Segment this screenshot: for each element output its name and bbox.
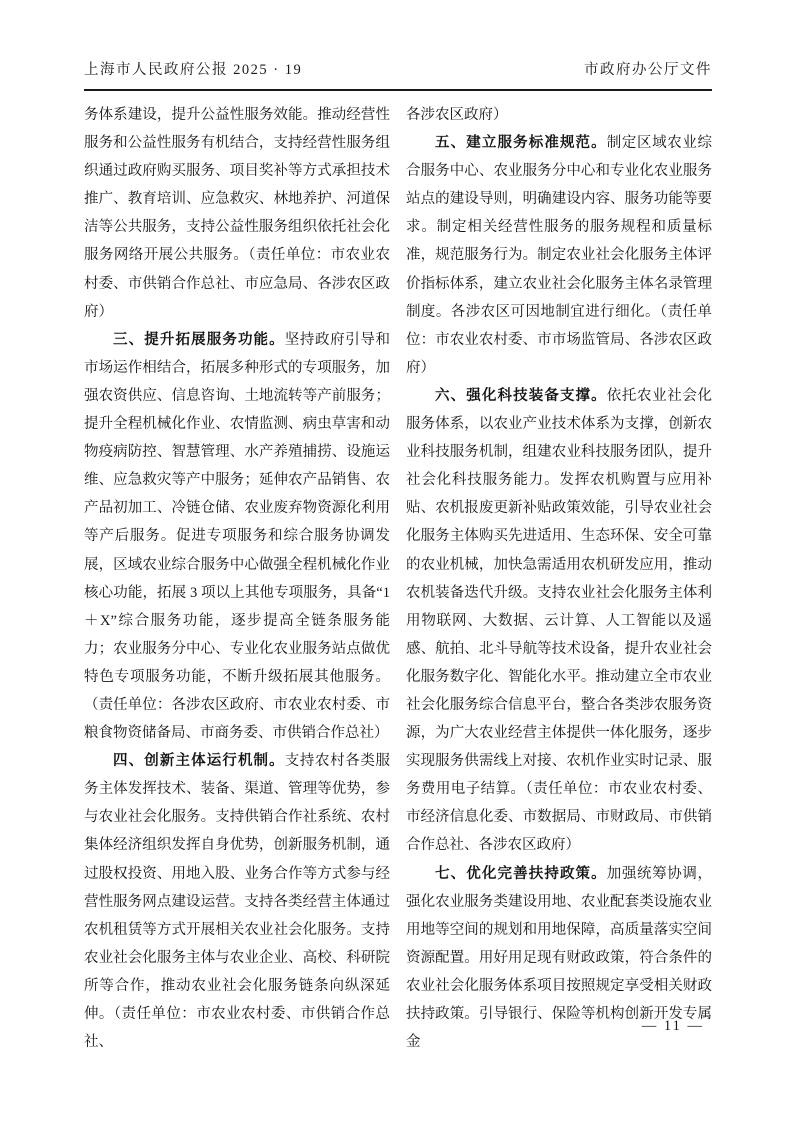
paragraph-heading: 五、建立服务标准规范。	[435, 135, 607, 152]
paragraph-text: 依托农业社会化服务体系，以农业产业技术体系为支撑，创新农业科技服务机制，组建农业科技服务团队，提升社会化科技服务能力。发挥农机购置与应用补贴、农机报废更新补贴政策效能，引导农业社会化服务主体购买先进适用、生态环保、安全可靠的农业机械，加快急需适用农机研发应用，推动农机装备迭代升级。支持农业社会化服务主体利用物联网、大数据、云计算、人工智能以及遥感、航拍、北斗导航等技术设备，提升农业社会化服务数字化、智能化水平。推动建立全市农业社会化服务综合信息平台，整合各类涉农服务资源，为广大农业经营主体提供一体化服务，逐步实现服务供需线上对接、农机作业实时记录、服务费用电子结算。（责任单位：市农业农村委、市经济信息化委、市数据局、市财政局、市供销合作总社、各涉农区政府）	[406, 387, 712, 854]
right-column	[406, 101, 712, 1056]
page-footer	[406, 1018, 712, 1035]
left-column	[84, 101, 390, 1056]
document-body	[84, 101, 712, 1056]
paragraph-section-6	[406, 382, 712, 860]
page-number: — 11 —	[641, 1018, 704, 1034]
paragraph-text: 制定区域农业综合服务中心、农业服务分中心和专业化农业服务站点的建设导则，明确建设内容、服务功能等要求。制定相关经营性服务的服务规程和质量标准，规范服务行为。制定农业社会化服务主体评价指标体系，建立农业社会化服务主体名录管理制度。各涉农区可因地制宜进行细化。（责任单位：市农业农村委、市市场监管局、各涉农区政府）	[406, 135, 712, 376]
paragraph-section-4	[84, 747, 390, 1056]
gazette-title: 上海市人民政府公报 2025 · 19	[84, 62, 303, 78]
paragraph-text: 支持农村各类服务主体发挥技术、装备、渠道、管理等优势，参与农业社会化服务。支持供销合作社系统、农村集体经济组织发挥自身优势，创新服务机制，通过股权投资、用地入股、业务合作等方式参与经营性服务网点建设运营。支持各类经营主体通过农机租赁等方式开展相关农业社会化服务。支持农业社会化服务主体与农业企业、高校、科研院所等合作，推动农业社会化服务链条向纵深延伸。（责任单位：市农业农村委、市供销合作总社、	[84, 753, 390, 1051]
paragraph-text: 加强统筹协调，强化农业服务类建设用地、农业配套类设施农业用地等空间的规划和用地保障，高质量落实空间资源配置。用好用足现有财政政策，符合条件的农业社会化服务体系项目按照规定享受相关财政扶持政策。引导银行、保险等机构创新开发专属金	[406, 865, 712, 1051]
paragraph-section-3	[84, 326, 390, 747]
paragraph-heading: 七、优化完善扶持政策。	[435, 865, 607, 882]
paragraph-text: 坚持政府引导和市场运作相结合，拓展多种形式的专项服务，加强农资供应、信息咨询、土地流转等产前服务；提升全程机械化作业、农情监测、病虫草害和动物疫病防控、智慧管理、水产养殖捕捞、设施运维、应急救灾等产中服务；延伸农产品销售、农产品初加工、冷链仓储、农业废弃物资源化利用等产后服务。促进专项服务和综合服务协调发展，区域农业综合服务中心做强全程机械化作业核心功能，拓展 3 项以上其他专项服务，具备“1＋X”综合服务功能，逐步提高全链条服务能力；农业服务分中心、专业化农业服务站点做优特色专项服务功能，不断升级拓展其他服务。（责任单位：各涉农区政府、市农业农村委、市粮食物资储备局、市商务委、市供销合作总社）	[84, 331, 390, 742]
paragraph-heading: 六、强化科技装备支撑。	[435, 387, 607, 404]
header-divider	[84, 89, 712, 91]
paragraph-heading: 三、提升拓展服务功能。	[113, 331, 285, 348]
document-category: 市政府办公厅文件	[584, 62, 712, 78]
paragraph-section-5	[406, 129, 712, 382]
paragraph-continuation	[406, 101, 712, 129]
paragraph-text: 各涉农区政府）	[406, 107, 508, 123]
paragraph-continuation	[84, 101, 390, 326]
page-header	[84, 58, 712, 79]
paragraph-text: 务体系建设，提升公益性服务效能。推动经营性服务和公益性服务有机结合，支持经营性服务组织通过政府购买服务、项目奖补等方式承担技术推广、教育培训、应急救灾、林地养护、河道保洁等公共服务，支持公益性服务组织依托社会化服务网络开展公共服务。（责任单位：市农业农村委、市供销合作总社、市应急局、各涉农区政府）	[84, 107, 390, 320]
paragraph-heading: 四、创新主体运行机制。	[113, 753, 285, 770]
